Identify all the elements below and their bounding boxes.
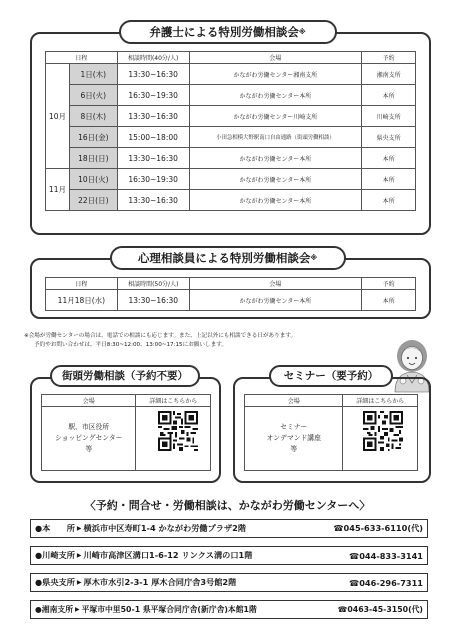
reservation-cell: 本所: [362, 290, 416, 311]
lawyer-title: [119, 20, 337, 44]
reservation-cell: 本所: [362, 85, 416, 106]
venue-cell: かながわ労働センター川崎支所: [189, 106, 362, 127]
office-phone[interactable]: ☎044-833-3141: [349, 550, 423, 561]
header-venue: 会場: [189, 52, 362, 64]
psych-title: [110, 246, 346, 270]
lawyer-schedule-table: [45, 51, 416, 211]
qr-code-icon[interactable]: [158, 411, 198, 451]
time-cell: 13:30~16:30: [117, 64, 189, 85]
office-name: ●県央支所: [35, 577, 75, 587]
header-details: 詳細はこちらから: [136, 395, 211, 407]
note-line-1: ※会場が労働センターの場合は、電話での相談にも応じます。また、上記以外にも相談できる日があります。: [24, 333, 297, 339]
table-row: [46, 64, 416, 85]
month-cell: 11月: [46, 169, 70, 211]
street-title: 街頭労働相談（予約不要）: [50, 365, 200, 387]
venue-cell: かながわ労働センター本所: [189, 290, 361, 311]
table-row: [46, 85, 416, 106]
time-cell: 13:30~16:30: [117, 106, 189, 127]
reservation-cell: 本所: [362, 190, 416, 211]
header-reservation: 予約: [362, 278, 416, 290]
date-cell: 8日(木): [69, 106, 117, 127]
venue-cell: かながわ労働センター本所: [189, 85, 362, 106]
lawyer-title-mark: ※: [298, 28, 306, 36]
seminar-title: セミナー（要予約）: [269, 365, 393, 387]
office-name: ●湘南支所: [35, 605, 73, 614]
arrow-right-icon: ▶: [76, 579, 82, 586]
date-cell: 1日(木): [69, 64, 117, 85]
arrow-right-icon: ▶: [76, 525, 82, 532]
header-date: 日程: [46, 278, 118, 290]
table-row: [46, 106, 416, 127]
header-date: 日程: [46, 52, 118, 64]
time-cell: 16:30~19:30: [117, 169, 189, 190]
note-line-2: 予約やお問い合わせは、平日8:30~12:00、13:00~17:15にお願いします。: [34, 342, 227, 348]
table-header-row: [46, 278, 416, 290]
reservation-cell: 本所: [362, 148, 416, 169]
office-row-shonan: [30, 600, 428, 619]
office-address: 横浜市中区寿町1-4 かながわ労働プラザ2階: [83, 523, 247, 533]
office-phone[interactable]: ☎0463-45-3150(代): [337, 605, 423, 614]
venue-line: 等: [85, 445, 93, 453]
venue-line: オンデマンド講座: [266, 434, 321, 442]
time-cell: 13:30~16:30: [117, 190, 189, 211]
header-venue: 会場: [42, 395, 136, 407]
date-cell: 18日(日): [69, 148, 117, 169]
reservation-cell: 川崎支所: [362, 106, 416, 127]
venue-line: ショッピングセンター: [55, 434, 123, 442]
table-header-row: [245, 395, 418, 407]
venue-cell: かながわ労働センター湘南支所: [189, 64, 362, 85]
office-address: 厚木市水引2-3-1 厚木合同庁舎3号館2階: [83, 577, 237, 587]
qr-code-icon[interactable]: [363, 411, 403, 451]
venue-line: 等: [290, 445, 298, 453]
venue-cell: かながわ労働センター本所: [189, 190, 362, 211]
office-row-kenou: [30, 573, 428, 592]
table-row: [46, 169, 416, 190]
arrow-right-icon: ▶: [76, 552, 82, 559]
header-venue: 会場: [189, 278, 361, 290]
header-time: 相談時間(40分/人): [117, 52, 189, 64]
time-cell: 13:30~16:30: [117, 148, 189, 169]
reservation-cell: 湘南支所: [362, 64, 416, 85]
venue-cell: かながわ労働センター本所: [189, 148, 362, 169]
office-address: 平塚市中里50-1 県平塚合同庁舎(新庁舎)本館1階: [81, 605, 257, 614]
office-row-kawasaki: [30, 546, 428, 565]
office-row-main: [30, 519, 428, 538]
header-time: 相談時間(50分/人): [117, 278, 189, 290]
header-reservation: 予約: [362, 52, 416, 64]
contact-heading: 〈予約・問合せ・労働相談は、かながわ労働センターへ〉: [84, 499, 371, 512]
arrow-right-icon: ▶: [75, 606, 80, 613]
reservation-cell: 県央支所: [362, 127, 416, 148]
header-venue: 会場: [245, 395, 343, 407]
venue-cell: 小田急相模大野駅南口自由通路（街頭労働相談）: [189, 127, 362, 148]
header-details: 詳細はこちらから: [343, 395, 418, 407]
table-row: [46, 190, 416, 211]
table-header-row: [42, 395, 211, 407]
reservation-cell: 本所: [362, 169, 416, 190]
office-phone[interactable]: ☎045-633-6110(代): [333, 523, 423, 533]
date-cell: 11月18日(水): [46, 290, 118, 311]
table-header-row: [46, 52, 416, 64]
venue-cell: [42, 407, 136, 471]
venue-line: 駅、市区役所: [68, 423, 110, 431]
venue-cell: かながわ労働センター本所: [189, 169, 362, 190]
date-cell: 22日(日): [69, 190, 117, 211]
time-cell: 16:30~19:30: [117, 85, 189, 106]
date-cell: 16日(金): [69, 127, 117, 148]
venue-line: セミナー: [280, 423, 308, 431]
office-address: 川崎市高津区溝口1-6-12 リンクス溝の口1階: [83, 550, 253, 560]
office-name: ●本 所: [35, 523, 75, 533]
table-row: [46, 148, 416, 169]
psych-title-mark: ※: [310, 254, 318, 262]
psych-title-text: 心理相談員による特別労働相談会: [137, 251, 311, 265]
venue-cell: [245, 407, 343, 471]
office-name: ●川崎支所: [35, 550, 75, 560]
month-cell: 10月: [46, 64, 70, 169]
time-cell: 13:30~16:30: [117, 290, 189, 311]
time-cell: 15:00~18:00: [117, 127, 189, 148]
table-row: [46, 290, 416, 311]
office-phone[interactable]: ☎046-296-7311: [349, 577, 423, 588]
lawyer-title-text: 弁護士による特別労働相談会: [149, 25, 299, 39]
table-row: [46, 127, 416, 148]
psych-schedule-table: [45, 277, 416, 311]
date-cell: 6日(火): [69, 85, 117, 106]
date-cell: 10日(火): [69, 169, 117, 190]
